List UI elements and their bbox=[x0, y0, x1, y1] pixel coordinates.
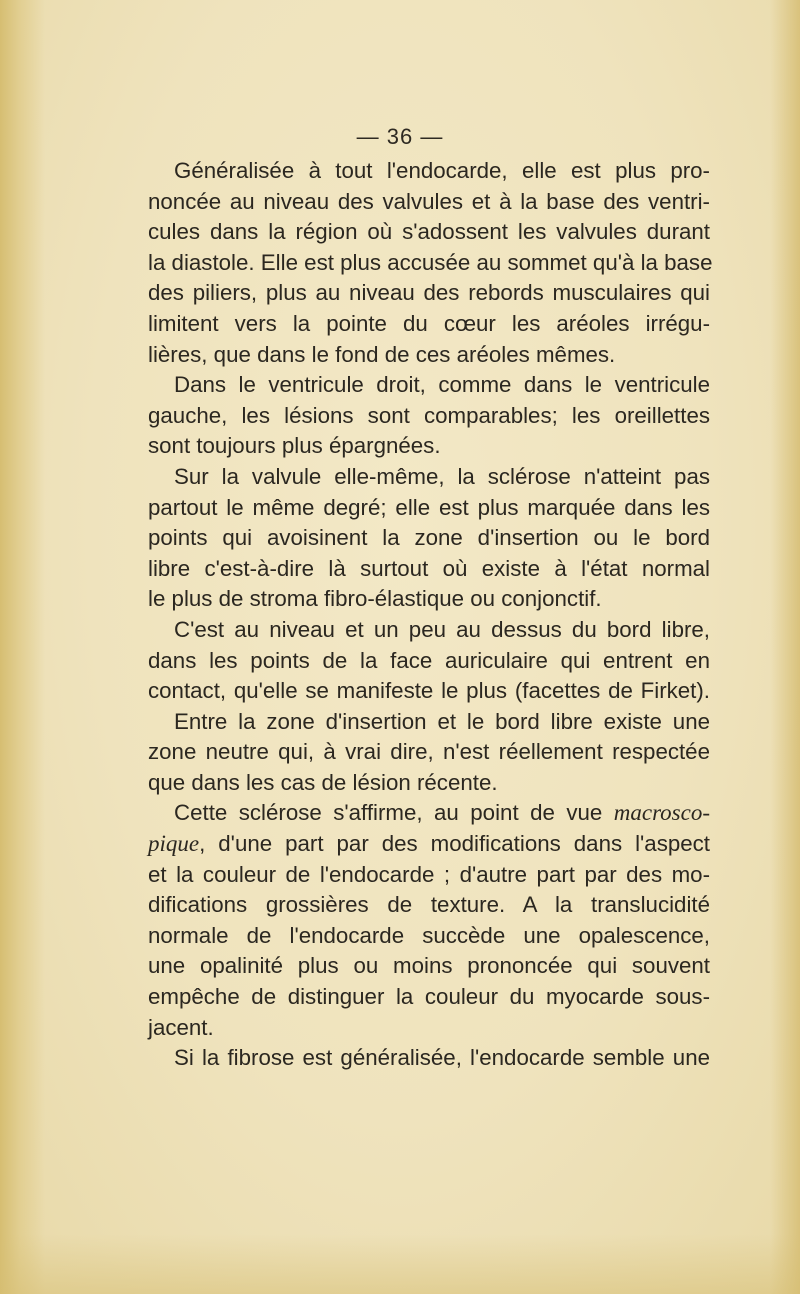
text-line: Sur la valvule elle-même, la sclérose n'atteint pas bbox=[174, 463, 710, 489]
italic-term: macrosco- bbox=[613, 800, 710, 826]
text-line: C'est au niveau et un peu au dessus du bord libre, bbox=[174, 616, 710, 642]
text-line: contact, qu'elle se manifeste le plus (facettes de Firket). bbox=[148, 678, 710, 704]
text-line: et la couleur de l'endocarde ; d'autre part par des mo- bbox=[148, 861, 710, 887]
text-line: le plus de stroma fibro-élastique ou conjonctif. bbox=[148, 586, 602, 612]
page-edge-right bbox=[770, 0, 800, 1294]
italic-term: pique bbox=[148, 831, 200, 857]
text-line: libre c'est-à-dire là surtout où existe à l'état normal bbox=[148, 555, 710, 581]
text-line: jacent. bbox=[148, 1014, 214, 1040]
page-edge-left bbox=[0, 0, 45, 1294]
text-line: empêche de distinguer la couleur du myocarde sous- bbox=[148, 984, 710, 1010]
text-line: Si la fibrose est généralisée, l'endocarde semble une bbox=[174, 1045, 710, 1071]
text-line: normale de l'endocarde succède une opalescence, bbox=[148, 922, 710, 948]
text-line: des piliers, plus au niveau des rebords musculaires qui bbox=[148, 280, 710, 306]
text-line: gauche, les lésions sont comparables; les oreillettes bbox=[148, 402, 710, 428]
text-line: zone neutre qui, à vrai dire, n'est réellement respectée bbox=[148, 739, 710, 765]
body-text bbox=[148, 156, 713, 1074]
text-line: la diastole. Elle est plus accusée au sommet qu'à la base bbox=[148, 249, 713, 275]
text-line: dans les points de la face auriculaire qui entrent en bbox=[148, 647, 710, 673]
text-line: Entre la zone d'insertion et le bord libre existe une bbox=[174, 708, 710, 734]
text-run: , d'une part par des modifications dans l'aspect bbox=[199, 831, 710, 857]
page-edge-bottom bbox=[0, 1234, 800, 1294]
text-line: une opalinité plus ou moins prononcée qui souvent bbox=[148, 953, 710, 979]
text-line: noncée au niveau des valvules et à la base des ventri- bbox=[148, 188, 710, 214]
text-line-mixed bbox=[148, 829, 710, 860]
text-line: limitent vers la pointe du cœur les aréoles irrégu- bbox=[148, 310, 710, 336]
text-line-mixed bbox=[148, 798, 710, 829]
text-line: sont toujours plus épargnées. bbox=[148, 433, 441, 459]
text-line: partout le même degré; elle est plus marquée dans les bbox=[148, 494, 710, 520]
text-run: Cette sclérose s'affirme, au point de vue bbox=[174, 800, 603, 826]
text-line: Dans le ventricule droit, comme dans le ventricule bbox=[174, 372, 710, 398]
text-line: lières, que dans le fond de ces aréoles mêmes. bbox=[148, 341, 616, 367]
text-line: cules dans la région où s'adossent les valvules durant bbox=[148, 219, 710, 245]
text-line: points qui avoisinent la zone d'insertion ou le bord bbox=[148, 525, 710, 551]
text-line: que dans les cas de lésion récente. bbox=[148, 769, 498, 795]
text-line: difications grossières de texture. A la translucidité bbox=[148, 892, 710, 918]
text-line: Généralisée à tout l'endocarde, elle est plus pro- bbox=[174, 158, 710, 183]
page-number: — 36 — bbox=[356, 124, 444, 149]
